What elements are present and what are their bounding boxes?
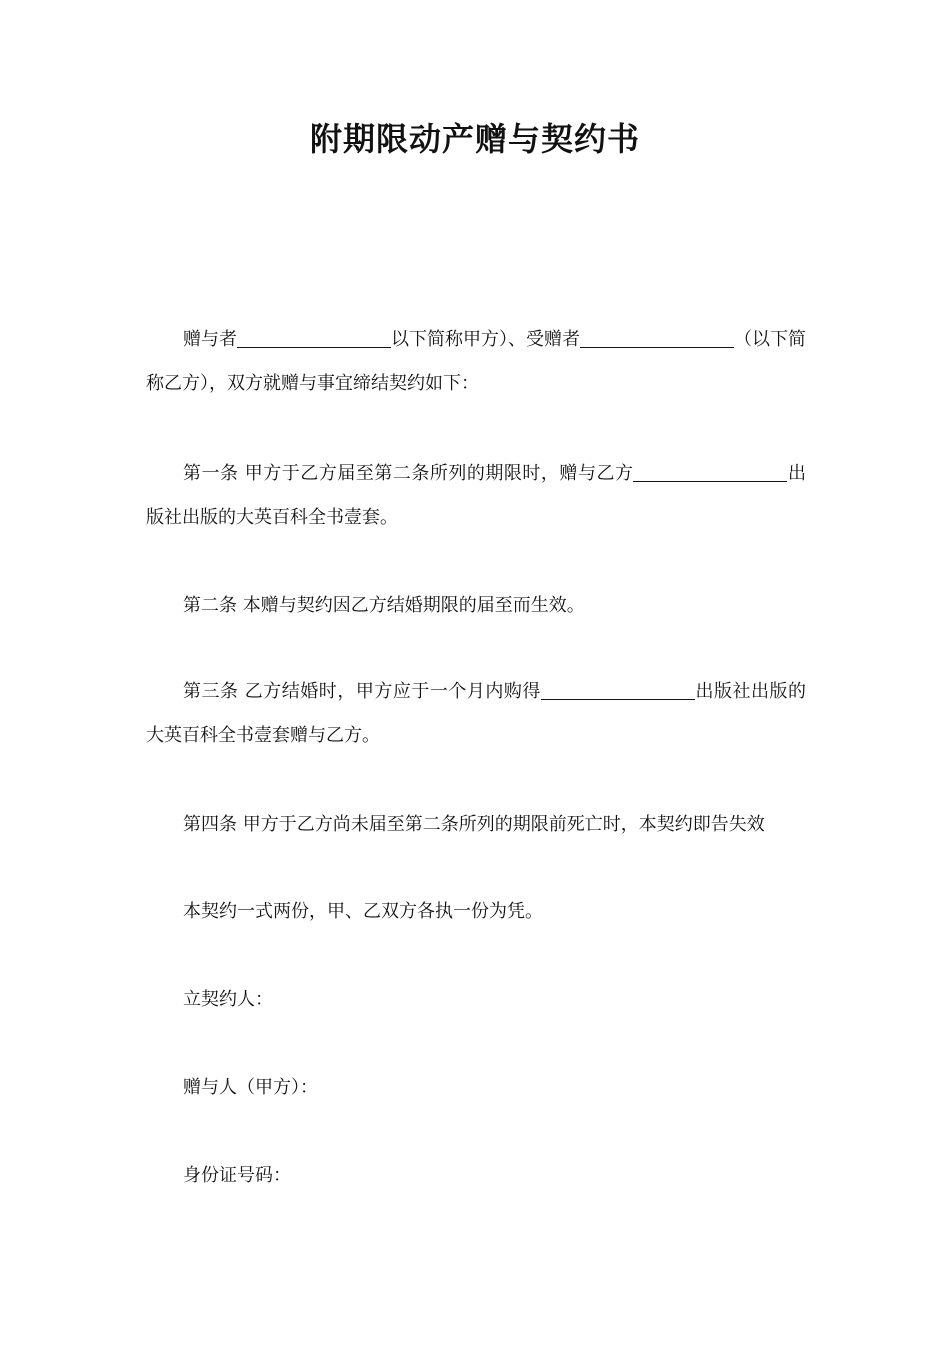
publisher-blank-1[interactable] [633,463,787,482]
id-number-label: 身份证号码： [183,1165,291,1186]
donee-name-blank[interactable] [580,329,734,348]
signatory-label: 立契约人： [183,989,273,1010]
intro-text-1: 赠与者 [183,329,237,350]
article-3-text-1: 第三条 乙方结婚时，甲方应于一个月内购得 [183,681,541,702]
donor-signature-label: 赠与人（甲方）： [183,1077,318,1098]
donor-name-blank[interactable] [237,329,391,348]
article-3-paragraph [146,670,806,758]
publisher-blank-2[interactable] [541,681,695,700]
intro-paragraph [146,318,806,406]
article-1-text-2: 出版社出版的大英百科全书壹套。 [146,463,806,528]
article-3-text-2: 出版社出版的大英百科全书壹套赠与乙方。 [146,681,806,746]
document-title: 附期限动产赠与契约书 [309,120,640,158]
article-1-text-1: 第一条 甲方于乙方届至第二条所列的期限时，赠与乙方 [183,463,634,484]
article-4: 第四条 甲方于乙方尚未届至第二条所列的期限前死亡时，本契约即告失效 [183,814,765,835]
article-1-paragraph [146,452,806,540]
intro-text-2: 以下简称甲方）、受赠者 [391,329,580,350]
article-2: 第二条 本赠与契约因乙方结婚期限的届至而生效。 [183,595,585,616]
intro-text-3: （以下简称乙方），双方就赠与事宜缔结契约如下： [146,329,806,394]
copies-clause: 本契约一式两份，甲、乙双方各执一份为凭。 [183,901,543,922]
